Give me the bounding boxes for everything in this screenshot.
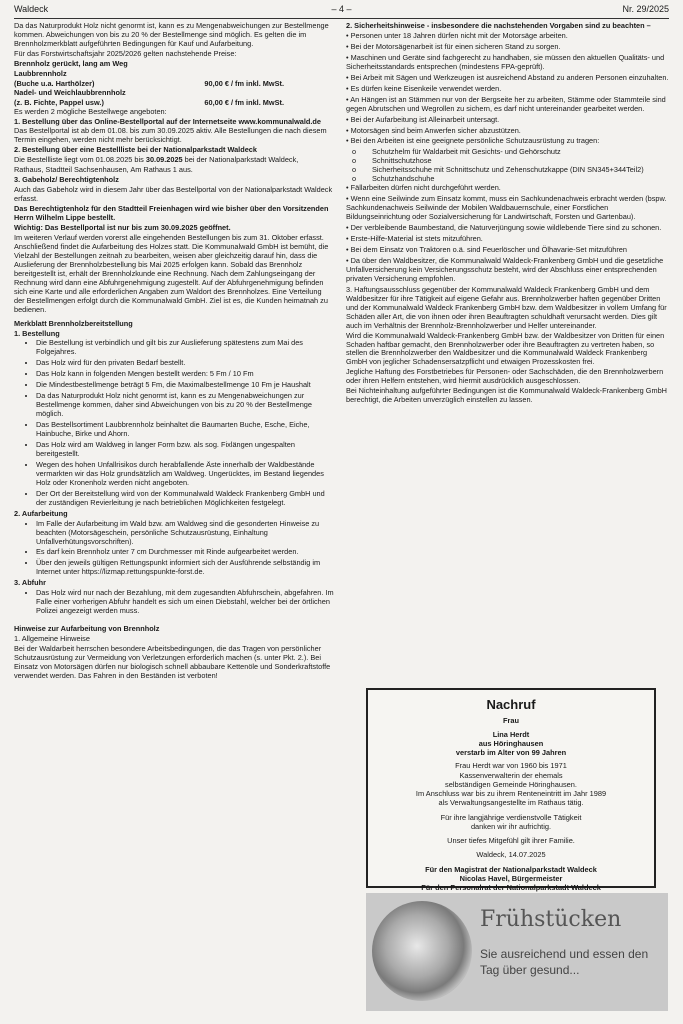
obituary-thanks: Für ihre langjährige verdienstvolle Tätigkeit danken wir ihr aufrichtig.: [440, 812, 582, 831]
list-item: • Das Holz wird für den privaten Bedarf bestellt.: [36, 359, 334, 368]
list-item: o Schnittschutzhose: [346, 157, 669, 166]
list-item: o Sicherheitsschuhe mit Schnittschutz und Zehenschutzkappe (DIN SN345+344Teil2): [346, 166, 669, 175]
list-item: • Der Ort der Bereitstellung wird von der Kommunalwald Waldeck Frankenberg GmbH und der zuständigen Revierleitung je nach betrieblichen Möglichkeiten festgelegt.: [36, 490, 334, 508]
list-item: • Das Holz wird am Waldweg in langer Form bzw. als sog. Fixlängen ungespalten bereitgestellt.: [36, 441, 334, 459]
obituary-date: Waldeck, 14.07.2025: [476, 850, 546, 860]
ad-text: Sie ausreichend und essen den Tag über gesund...: [480, 947, 649, 977]
hinweise-title: Hinweise zur Aufarbeitung von Brennholz: [14, 624, 160, 634]
header-rule: [14, 18, 669, 19]
merkblatt-title: Merkblatt Brennholzbereitstellung: [14, 318, 133, 328]
ad-title: Frühstücken: [480, 907, 622, 932]
obituary-origin: aus Höringhausen: [478, 738, 544, 748]
weg1-title: 1. Bestellung über das Online-Bestellportal auf der Internetseite www.kommunalwald.de: [14, 116, 322, 126]
weg2-title: 2. Bestellung über eine Bestellliste bei der Nationalparkstadt Waldeck: [14, 145, 257, 155]
list-item: • Bei dem Einsatz von Traktoren o.ä. sind Feuerlöscher und Ölhavarie-Set mitzuführen: [346, 246, 669, 255]
deadline-note: Wichtig: Das Bestellportal ist nur bis zum 30.09.2025 geöffnet.: [14, 223, 231, 233]
haftung-text: Bei Nichteinhaltung aufgeführter Bedingungen ist die Kommunalwald Waldeck-Frankenberg GmbH berechtigt, die Arbeiten unverzüglich einstellen zu lassen.: [346, 386, 667, 405]
list-item: • Das Holz kann in folgenden Mengen bestellt werden: 5 Fm / 10 Fm: [36, 370, 334, 379]
intro-text: Für das Forstwirtschaftsjahr 2025/2026 gelten nachstehende Preise:: [14, 48, 237, 58]
obituary-age: verstarb im Alter von 99 Jahren: [455, 748, 567, 757]
haftung-text: 3. Haftungsausschluss gegenüber der Kommunalwald Waldeck Frankenberg GmbH und dem Waldbesitzer für ihre Tätigkeit auf eigene Gefahr aus. Brennholzwerber haften gegenüber Dritten und der Kommunalwald Waldeck Frankenberg GmbH bzw. dem Waldbesitzer in vollem Umfang für Schäden aller Art, die von ihnen oder ihren Beauftragten schuldhaft verursacht werden. Dies gilt auch im Verhältnis der Brennholz-Brennholzwerber und Helfer untereinander.: [346, 284, 667, 330]
list-item: o Schutzhelm für Waldarbeit mit Gesichts- und Gehörschutz: [346, 148, 669, 157]
list-item: • Da das Naturprodukt Holz nicht genormt ist, kann es zu Mengenabweichungen zur Bestellmenge kommen, daher sind Abweichungen von bis zu 20 % der Bestellmenge möglich.: [36, 392, 334, 419]
list-item: • Es darf kein Brennholz unter 7 cm Durchmesser mit Rinde aufgearbeitet werden.: [36, 548, 334, 557]
price-heading: Brennholz gerückt, lang am Weg: [14, 58, 128, 68]
verlauf-text: Im weiteren Verlauf werden vorerst alle eingehenden Bestellungen bis zum 31. Oktober erfasst. Anschließend findet die Aufarbeitung des Holzes statt. Die Kommunalwald GmbH ist bemüht, die Vielzahl der Bestellungen zeitnah zu bearbeiten, weisen aber gleichzeitig darauf hin, dass die Auslieferung der Brennholzbestellung bis Mai 2025 erfolgen kann. Sobald das Brennholz bereitgestellt ist, erhält der Brennholzkunde eine Rechnung. Nach dem Zahlungseingang der Rechnung wird dann eine Abfuhrgenehmigung zugestellt. Auf der Abfuhrgenehmigung befinden sich eine Karte und alle erforderlichen Angaben zum Waldort des Brennholzes. Eine Verteilung der Bestellmengen erfolgt durch die Kommunalwald GmbH. Ziel ist es, die Kunden heimatnah zu bedienen.: [14, 232, 329, 314]
obituary-salutation: Frau: [502, 716, 519, 726]
list-item: • Motorsägen sind beim Anwerfen sicher abzustützen.: [346, 127, 669, 136]
breakfast-plate-image: [372, 901, 472, 1001]
list-item: • Erste-Hilfe-Material ist stets mitzuführen.: [346, 235, 669, 244]
weg3-title: 3. Gabeholz/ Berechtigtenholz: [14, 175, 119, 185]
list-item: • Die Bestellung ist verbindlich und gilt bis zur Auslieferung spätestens zum Mai des Folgejahres.: [36, 339, 334, 357]
breakfast-ad: [366, 893, 668, 1011]
ppe-list: [346, 148, 669, 184]
obituary-signatures: Für den Magistrat der Nationalparkstadt Waldeck Nicolas Havel, Bürgermeister Für den Personalrat der Nationalparkstadt Waldeck: [421, 864, 601, 892]
list-item: • Wenn eine Seilwinde zum Einsatz kommt, muss ein Sachkundenachweis erbracht werden (bspw. Sachkundenachweis Seilwinde der Mobilen Waldbauernschule, einer Forstlichen Bildungseinrichtung oder Sozialversicherung für Landwirtschaft, Forsten und Gartenbau).: [346, 195, 669, 222]
haftung-text: Wird die Kommunalwald Waldeck-Frankenberg GmbH bzw. der Waldbesitzer von Dritten für einen Schaden haftbar gemacht, den Brennholzwerber oder ihre Beauftragten zu vertreten haben, so stellen die Brennholzwerber den Waldbesitzer und die Kommunalwald Waldeck Frankenberg GmbH von jeglicher Schadensersatzpflicht und etwaigen Prozesskosten frei.: [346, 330, 665, 367]
section-abfuhr-title: 3. Abfuhr: [14, 578, 46, 588]
list-item: o Schutzhandschuhe: [346, 175, 669, 184]
abfuhr-list: [14, 589, 334, 616]
list-item: • Bei der Aufarbeitung ist Alleinarbeit untersagt.: [346, 116, 669, 125]
haftung-text: Jegliche Haftung des Forstbetriebes für Personen- oder Sachschäden, die den Brennholzwerbern oder ihren Helfern entstehen, wird hiermit ausdrücklich ausgeschlossen.: [346, 367, 664, 386]
list-item: • Fällarbeiten dürfen nicht durchgeführt werden.: [346, 184, 669, 193]
list-item: • Wegen des hohen Unfallrisikos durch herabfallende Äste innerhalb der Waldbestände vermarkten wir das Holz grundsätzlich am Waldweg. Ungerücktes, im Bestand liegendes Holz oder Kronenholz werden nicht angeboten.: [36, 461, 334, 488]
list-item: • Maschinen und Geräte sind fachgerecht zu handhaben, sie müssen den aktuellen Qualitäts- und Sicherheitsstandards entsprechen (mindestens FPA-geprüft).: [346, 54, 669, 72]
aufarbeitung-list: [14, 520, 334, 578]
hinweise-text: Bei der Waldarbeit herrschen besondere Arbeitsbedingungen, die das Tragen von persönlicher Schutzausrüstung zur Vermeidung von Verletzungen erforderlich machen (s. unter Pkt. 2.). Bei Einsatz von Motorsägen dürfen nur biologisch schnell abbaubare Kettenöle und Sonderkraftstoffe verwendet werden. Das Fahren in den Beständen ist verboten!: [14, 644, 331, 680]
obituary-text: Frau Herdt war von 1960 bis 1971 Kassenverwalterin der ehemals selbständigen Gemeinde Höringhausen. Im Anschluss war bis zu ihrem Renteneintritt im Jahr 1989 als Verwaltungsangestellte im Rathaus tätig.: [415, 761, 607, 808]
safety-title: 2. Sicherheitshinweise - insbesondere die nachstehenden Vorgaben sind zu beachten –: [346, 21, 651, 30]
list-item: • Personen unter 18 Jahren dürfen nicht mit der Motorsäge arbeiten.: [346, 32, 669, 41]
obituary-box: [366, 688, 656, 892]
list-item: • Über den jeweils gültigen Rettungspunkt informiert sich der Ausführende selbständig im Internet unter https://lizmap.rettungspunkte-forst.de.: [36, 559, 334, 577]
weg1-text: Das Bestellportal ist ab dem 01.08. bis zum 30.09.2025 aktiv. Alle Bestellungen die nach diesem Termin eingehen, werden nicht mehr berücksichtigt.: [14, 126, 327, 145]
list-item: • Das Bestellsortiment Laubbrennholz beinhaltet die Baumarten Buche, Esche, Eiche, Hainbuche, Birke und Ahorn.: [36, 421, 334, 439]
section-bestellung-title: 1. Bestellung: [14, 328, 60, 338]
section-aufarbeitung-title: 2. Aufarbeitung: [14, 508, 68, 518]
right-column: [346, 22, 669, 406]
list-item: • Der verbleibende Baumbestand, die Naturverjüngung sowie wildlebende Tiere sind zu schonen.: [346, 224, 669, 233]
list-item: • Bei den Arbeiten ist eine geeignete persönliche Schutzausrüstung zu tragen:: [346, 137, 669, 146]
obituary-condolence: Unser tiefes Mitgefühl gilt ihrer Familie.: [447, 836, 575, 845]
weg3-text: Auch das Gabeholz wird in diesem Jahr über das Bestellportal von der Nationalparkstadt Waldeck erfasst.: [14, 185, 333, 204]
obituary-name: Lina Herdt: [492, 729, 530, 739]
issue-number: Nr. 29/2025: [622, 4, 669, 14]
obituary-title: Nachruf: [486, 697, 536, 712]
nadel-title: Nadel- und Weichlaubbrennholz: [14, 87, 126, 97]
list-item: • Da über den Waldbesitzer, die Kommunalwald Waldeck-Frankenberg GmbH und die gesetzliche Unfallversicherung kein Versicherungsschutz besteht, wird der Abschluss einer entsprechenden privaten Versicherung empfohlen.: [346, 257, 669, 284]
laub-price-row: (Buche u.a. Harthölzer) 90,00 € / fm inkl. MwSt.: [14, 78, 284, 88]
freienhagen-note: Das Berechtigtenholz für den Stadtteil Freienhagen wird wie bisher über den Vorsitzenden Herrn Wilhelm Lippe bestellt.: [14, 204, 329, 223]
intro-text: Da das Naturprodukt Holz nicht genormt ist, kann es zu Mengenabweichungen zur Bestellmenge kommen. Abweichungen von bis zu 20 % der Bestellmenge sind möglich. Es gelten die im Brennholzmerkblatt aufgeführten Bedingungen für Kauf und Aufarbeitung.: [14, 21, 329, 48]
list-item: • Im Falle der Aufarbeitung im Wald bzw. am Waldweg sind die gesonderten Hinweise zu beachten (Motorsägeschein, persönliche Schutzausrüstung, Einhaltung Unfallverhütungsvorschriften).: [36, 520, 334, 547]
hinweise-subtitle: 1. Allgemeine Hinweise: [14, 634, 90, 644]
page-number: – 4 –: [331, 4, 352, 14]
list-item: • Es dürfen keine Eisenkeile verwendet werden.: [346, 85, 669, 94]
weg2-text: Die Bestellliste liegt vom 01.08.2025 bis 30.09.2025 bei der Nationalparkstadt Waldeck,: [14, 155, 299, 165]
safety-list: [346, 32, 669, 146]
laub-title: Laubbrennholz: [14, 68, 67, 78]
page-header: [14, 4, 669, 18]
safety-list-2: [346, 184, 669, 284]
list-item: • Die Mindestbestellmenge beträgt 5 Fm, die Maximalbestellmenge 10 Fm je Haushalt: [36, 381, 334, 390]
nadel-price-row: (z. B. Fichte, Pappel usw.) 60,00 € / fm inkl. MwSt.: [14, 97, 284, 107]
header-left: Waldeck: [14, 4, 49, 14]
list-item: • Bei Arbeit mit Sägen und Werkzeugen ist ausreichend Abstand zu anderen Personen einzuhalten.: [346, 74, 669, 83]
list-item: • Das Holz wird nur nach der Bezahlung, mit dem zugesandten Abfuhrschein, abgefahren. Im Falle einer vorherigen Abfuhr handelt es sich um einen Diebstahl, welcher bei der örtlichen Polizei angezeigt werden muss.: [36, 589, 334, 616]
list-item: • Bei der Motorsägenarbeit ist für einen sicheren Stand zu sorgen.: [346, 43, 669, 52]
weg2-address: Rathaus, Stadtteil Sachsenhausen, Am Rathaus 1 aus.: [14, 165, 193, 175]
list-item: • An Hängen ist an Stämmen nur von der Bergseite her zu arbeiten, Stämme oder Stammteile sind gegen Abrutschen und Wegrollen zu sichern, es darf nicht untereinander gearbeitet werden.: [346, 96, 669, 114]
left-column: [14, 22, 334, 682]
bestellung-list: [14, 339, 334, 507]
wege-intro: Es werden 2 mögliche Bestellwege angeboten:: [14, 106, 167, 116]
